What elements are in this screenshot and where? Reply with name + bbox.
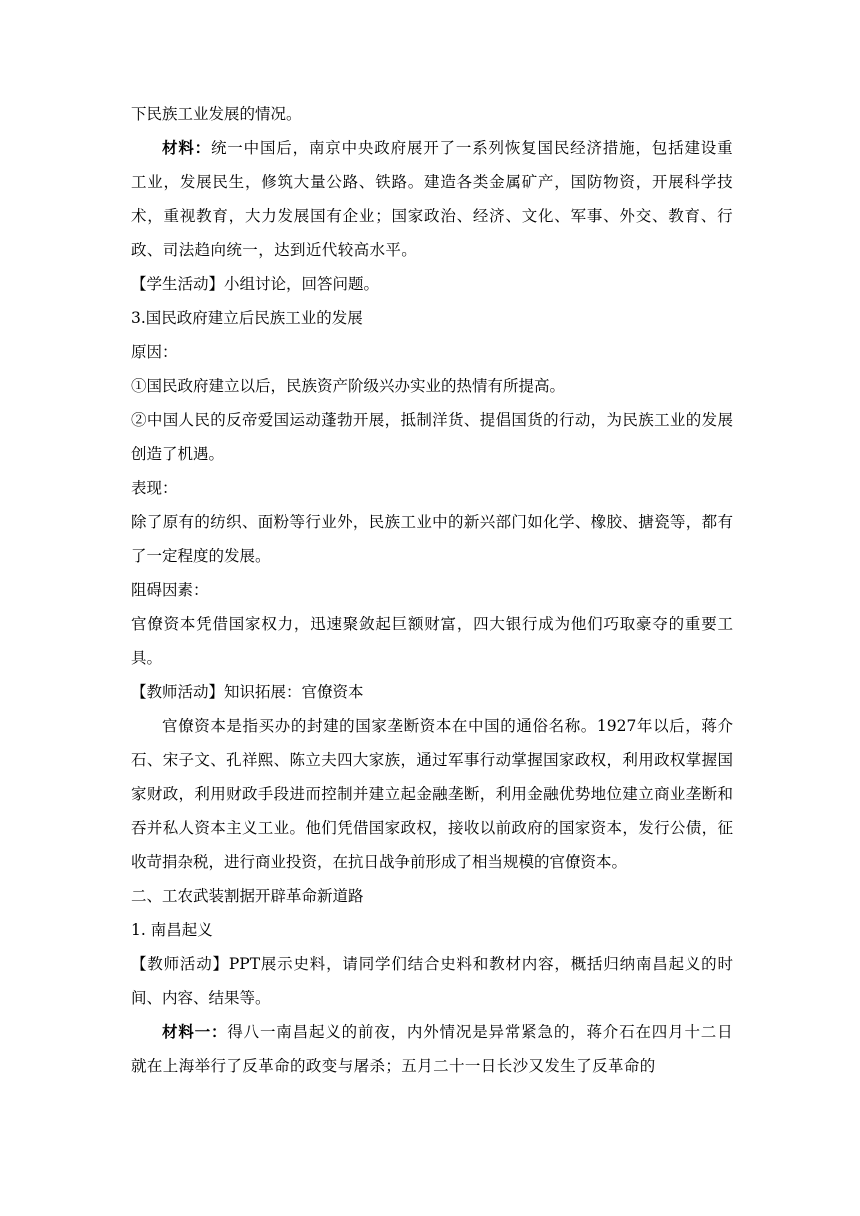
- section-heading-two: 二、工农武装割据开辟革命新道路: [131, 887, 364, 905]
- student-activity: 【学生活动】小组讨论，回答问题。: [131, 275, 380, 293]
- reason-item-2: ②中国人民的反帝爱国运动蓬勃开展，抵制洋货、提倡国货的行动，为民族工业的发展创造了机遇。: [131, 411, 733, 463]
- performance-text: 除了原有的纺织、面粉等行业外，民族工业中的新兴部门如化学、橡胶、搪瓷等，都有了一定程度的发展。: [131, 513, 733, 565]
- material-paragraph: [131, 131, 733, 267]
- material-text: 统一中国后，南京中央政府展开了一系列恢复国民经济措施，包括建设重工业，发展民生，修筑大量公路、铁路。建造各类金属矿产，国防物资，开展科学技术，重视教育，大力发展国有企业；国家政治、经济、文化、军事、外交、教育、行政、司法趋向统一，达到近代较高水平。: [131, 139, 733, 259]
- teacher-activity-ppt: 【教师活动】PPT展示史料，请同学们结合史料和教材内容，概括归纳南昌起义的时间、内容、结果等。: [131, 955, 733, 1007]
- material-label: 材料：: [162, 138, 211, 157]
- bureaucratic-capital-paragraph: 官僚资本是指买办的封建的国家垄断资本在中国的通俗名称。1927年以后，蒋介石、宋子文、孔祥熙、陈立夫四大家族，通过军事行动掌握国家政权，利用政权掌握国家财政，利用财政手段进而控制并建立起金融垄断，利用金融优势地位建立商业垄断和吞并私人资本主义工业。他们凭借国家政权，接收以前政府的国家资本，发行公债，征收苛捐杂税，进行商业投资，在抗日战争前形成了相当规模的官僚资本。: [131, 717, 733, 871]
- material-one-text: 得八一南昌起义的前夜，内外情况是异常紧急的，蒋介石在四月十二日就在上海举行了反革命的政变与屠杀；五月二十一日长沙又发生了反革命的: [131, 1023, 733, 1075]
- reason-item-1: ①国民政府建立以后，民族资产阶级兴办实业的热情有所提高。: [131, 377, 566, 395]
- material-one-paragraph: [131, 1015, 733, 1083]
- paragraph-continuation: 下民族工业发展的情况。: [131, 105, 302, 123]
- obstacle-label: 阻碍因素：: [131, 581, 209, 599]
- subheading-nanchang-uprising: 1. 南昌起义: [131, 921, 213, 939]
- material-one-label: 材料一：: [162, 1022, 228, 1041]
- reason-label: 原因：: [131, 343, 178, 361]
- performance-label: 表现：: [131, 479, 178, 497]
- document-body: [131, 97, 733, 1083]
- section-heading-3: 3.国民政府建立后民族工业的发展: [131, 309, 363, 327]
- obstacle-text: 官僚资本凭借国家权力，迅速聚敛起巨额财富，四大银行成为他们巧取豪夺的重要工具。: [131, 615, 733, 667]
- teacher-activity-knowledge: 【教师活动】知识拓展：官僚资本: [131, 683, 364, 701]
